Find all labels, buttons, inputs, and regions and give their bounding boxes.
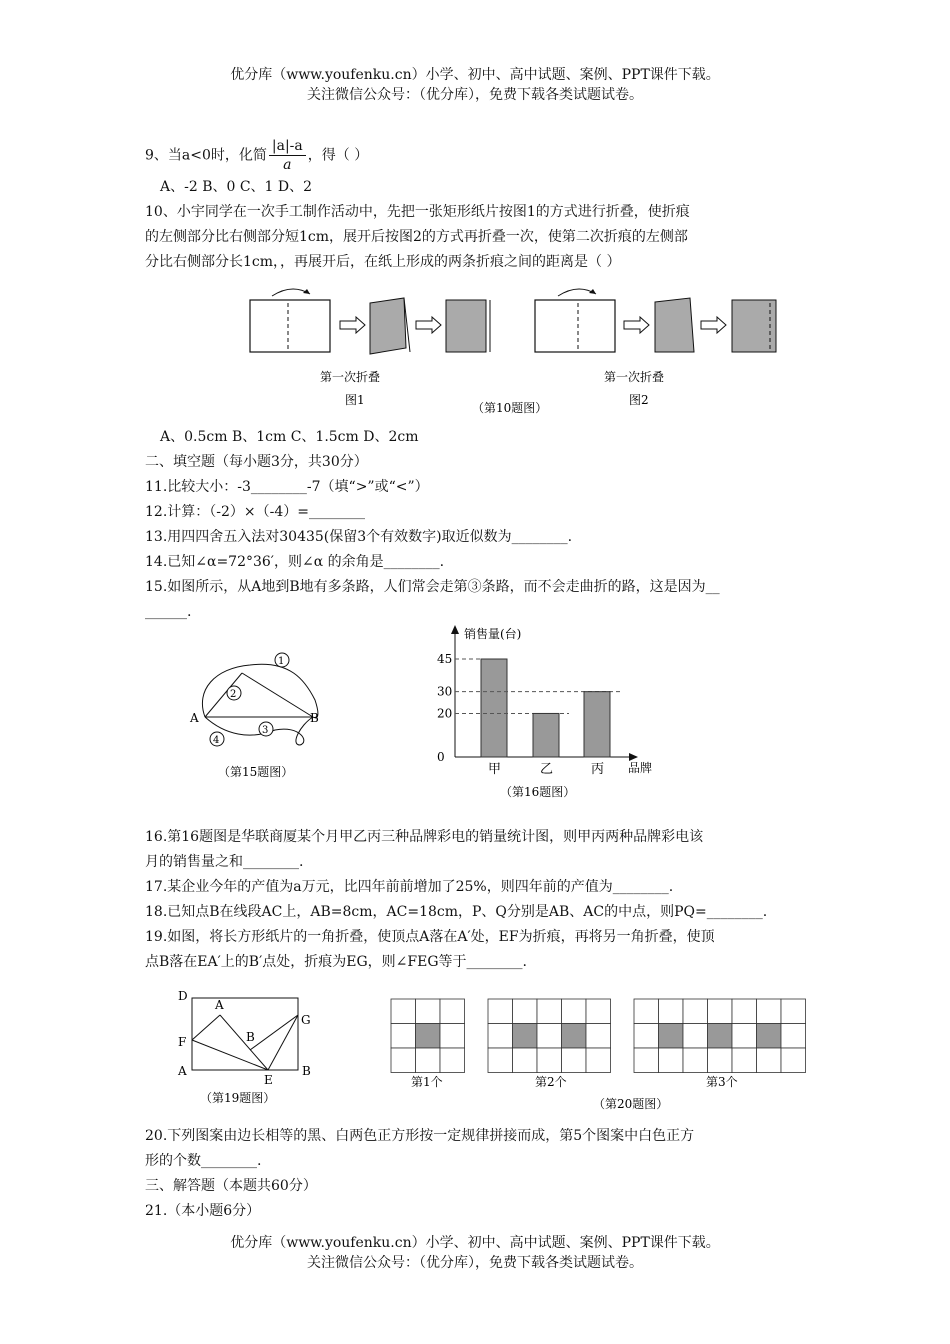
fig20-caption: （第20题图）: [593, 1097, 669, 1111]
q20-white-square: [537, 1048, 562, 1073]
q19-label-a: A: [178, 1064, 187, 1078]
q20-white-square: [683, 1048, 708, 1073]
q20-white-square: [634, 1048, 659, 1073]
q20-line-1: 20.下列图案由边长相等的黑、白两色正方形按一定规律拼接而成，第5个图案中白色正方: [145, 1128, 695, 1144]
q19-line-1: 19.如图，将长方形纸片的一角折叠，使顶点A落在A′处，EF为折痕，再将另一角折叠，使顶: [145, 929, 715, 945]
chart-y-tick-label: 45: [437, 652, 453, 666]
q20-black-square: [659, 1024, 684, 1049]
q20-white-square: [586, 999, 611, 1024]
chart-y-tick-label: 20: [437, 706, 453, 721]
q20-black-square: [562, 1024, 587, 1049]
q9-options: A、-2 B、0 C、1 D、2: [160, 179, 313, 195]
fig2-name: 图2: [629, 393, 649, 407]
q15-line-2: ______.: [145, 604, 192, 620]
fig19-caption: （第19题图）: [200, 1091, 276, 1105]
q20-white-square: [562, 1048, 587, 1073]
chart-category-label: 丙: [591, 762, 605, 777]
q20-white-square: [440, 1024, 465, 1049]
q16-line-1: 16.第16题图是华联商厦某个月甲乙丙三种品牌彩电的销量统计图，则甲丙两种品牌彩电该: [145, 829, 704, 845]
fig15-caption: （第15题图）: [218, 765, 294, 779]
q19-fold-bg: [250, 1015, 298, 1050]
q20-white-square: [732, 1048, 757, 1073]
chart-x-title: 品牌: [628, 761, 653, 775]
q20-white-square: [781, 1048, 806, 1073]
q19-label-e: E: [264, 1073, 273, 1087]
q20-white-square: [488, 1024, 513, 1049]
fig2-label: 第一次折叠: [604, 370, 665, 384]
q20-white-square: [683, 999, 708, 1024]
q20-white-square: [513, 999, 538, 1024]
question-18: 18.已知点B在线段AC上，AB=8cm，AC=18cm，P、Q分别是AB、AC的中点，则PQ=________.: [145, 904, 768, 920]
section-3-title: 三、解答题（本题共60分）: [145, 1178, 317, 1194]
circle-3-label: 3: [262, 725, 269, 736]
chart-y-tick-label: 0: [437, 750, 445, 764]
q19-fold-fa: [192, 1015, 220, 1040]
q15-line-1: 15.如图所示，从A地到B地有多条路，人们常会走第③条路，而不会走曲折的路，这是因为__: [145, 579, 720, 595]
q20-white-square: [757, 999, 782, 1024]
q20-white-square: [586, 1024, 611, 1049]
q19-line-2: 点B落在EA′上的B′点处，折痕为EG，则∠FEG等于________.: [145, 954, 527, 970]
q10-line-2: 的左侧部分比右侧部分短1cm，展开后按图2的方式再折叠一次，使第二次折痕的左侧部: [145, 229, 688, 245]
q20-white-square: [537, 1024, 562, 1049]
question-11: 11.比较大小：-3________-7（填“>”或“<”）: [145, 479, 429, 495]
q9-text-after: ，得（ ）: [307, 147, 369, 164]
q20-white-square: [732, 999, 757, 1024]
q9-fraction-denominator: a: [283, 157, 292, 173]
q20-white-square: [537, 999, 562, 1024]
q20-white-square: [708, 1048, 733, 1073]
q20-white-square: [683, 1024, 708, 1049]
q20-black-square: [513, 1024, 538, 1049]
q20-black-square: [757, 1024, 782, 1049]
header-line-2: 关注微信公众号：（优分库），免费下载各类试题试卷。: [307, 87, 643, 103]
q20-white-square: [488, 999, 513, 1024]
q19-label-d: D: [178, 989, 188, 1003]
q20-white-square: [634, 999, 659, 1024]
question-17: 17.某企业今年的产值为a万元，比四年前前增加了25%，则四年前的产值为________.: [145, 879, 674, 895]
header-line-1: 优分库（www.youfenku.cn）小学、初中、高中试题、案例、PPT课件下载。: [230, 67, 720, 83]
chart-category-label: 乙: [540, 762, 554, 777]
point-a-label: A: [190, 711, 199, 725]
q9-fraction-numerator: |a|-a: [269, 137, 306, 156]
fig10-caption: （第10题图）: [472, 401, 548, 415]
q20-white-square: [757, 1048, 782, 1073]
q20-white-square: [440, 1048, 465, 1073]
q20-fig2-label: 第2个: [535, 1075, 567, 1089]
q19-label-b: B: [302, 1064, 311, 1078]
q9-text-before: 9、当a<0时，化简: [145, 147, 267, 164]
q19-crease-fe: [192, 1040, 268, 1070]
circle-2-label: 2: [230, 689, 237, 700]
chart-category-label: 甲: [488, 762, 502, 777]
point-b-label: B: [310, 711, 319, 725]
q10-line-1: 10、小宇同学在一次手工制作活动中，先把一张矩形纸片按图1的方式进行折叠，使折痕: [145, 204, 690, 220]
chart-y-tick-label: 30: [437, 684, 453, 699]
q20-white-square: [391, 1048, 416, 1073]
q20-black-square: [416, 1024, 441, 1049]
question-13: 13.用四四舍五入法对30435(保留3个有效数字)取近似数为________.: [145, 529, 573, 545]
q20-black-square: [708, 1024, 733, 1049]
q16-line-2: 月的销售量之和________.: [145, 854, 304, 870]
q20-white-square: [781, 999, 806, 1024]
q19-label-g: G: [301, 1013, 311, 1027]
q20-white-square: [488, 1048, 513, 1073]
q20-white-square: [659, 1048, 684, 1073]
q19-rectangle: [192, 998, 298, 1070]
footer-line-1: 优分库（www.youfenku.cn）小学、初中、高中试题、案例、PPT课件下载。: [230, 1235, 720, 1251]
section-2-title: 二、填空题（每小题3分，共30分）: [145, 454, 368, 470]
q20-white-square: [732, 1024, 757, 1049]
q20-white-square: [781, 1024, 806, 1049]
question-14: 14.已知∠α=72°36′，则∠α 的余角是________.: [145, 554, 445, 570]
fig16-caption: （第16题图）: [500, 785, 576, 799]
q19-label-b-prime: B: [246, 1030, 255, 1044]
q20-white-square: [659, 999, 684, 1024]
q20-white-square: [562, 999, 587, 1024]
chart-y-title: 销售量(台): [464, 627, 522, 641]
q20-white-square: [391, 1024, 416, 1049]
circle-4-label: 4: [213, 735, 220, 746]
q20-white-square: [440, 999, 465, 1024]
q10-line-3: 分比右侧部分长1cm，，再展开后，在纸上形成的两条折痕之间的距离是（ ）: [145, 254, 621, 270]
footer-line-2: 关注微信公众号：（优分库），免费下载各类试题试卷。: [307, 1255, 643, 1271]
q20-white-square: [708, 999, 733, 1024]
q20-white-square: [634, 1024, 659, 1049]
q20-white-square: [586, 1048, 611, 1073]
q19-crease-eg: [268, 1015, 298, 1070]
q19-label-a-prime: A: [215, 998, 224, 1012]
q10-options: A、0.5cm B、1cm C、1.5cm D、2cm: [160, 429, 419, 445]
q19-label-f: F: [178, 1035, 187, 1049]
q20-white-square: [416, 999, 441, 1024]
question-12: 12.计算：（-2）×（-4）=________: [145, 504, 366, 520]
q20-fig1-label: 第1个: [411, 1075, 443, 1089]
q20-white-square: [416, 1048, 441, 1073]
q20-line-2: 形的个数________.: [145, 1153, 262, 1169]
question-21: 21.（本小题6分）: [145, 1203, 261, 1219]
q20-white-square: [391, 999, 416, 1024]
circle-1-label: 1: [278, 656, 285, 667]
q20-fig3-label: 第3个: [706, 1075, 738, 1089]
q20-white-square: [513, 1048, 538, 1073]
fig1-label: 第一次折叠: [320, 370, 381, 384]
fig1-name: 图1: [345, 393, 365, 407]
